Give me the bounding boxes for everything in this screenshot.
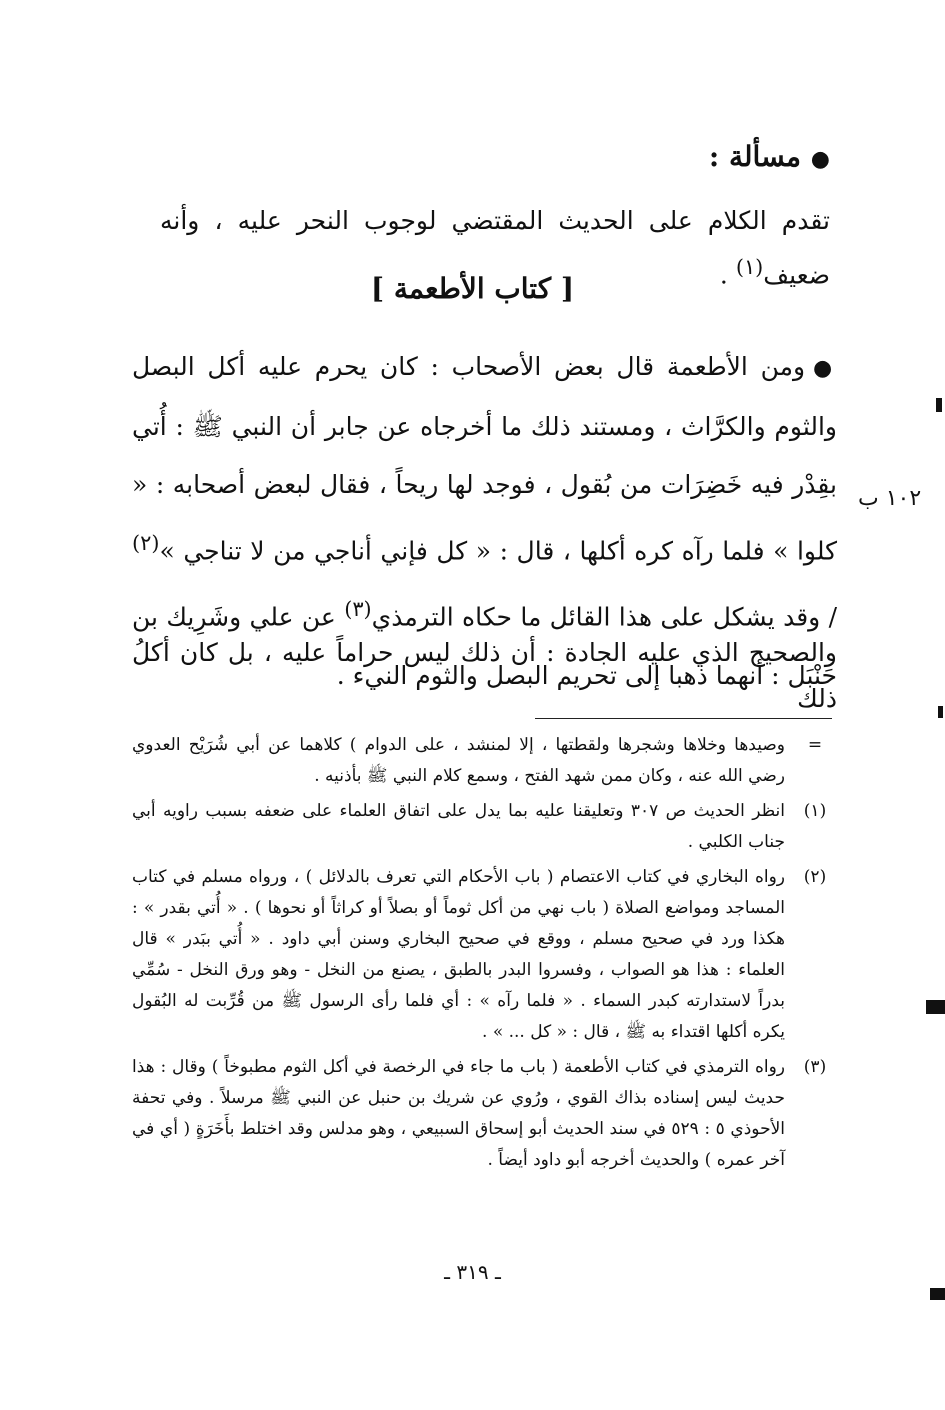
footnote-number: = xyxy=(807,735,823,755)
footnotes xyxy=(132,730,837,1180)
scan-edge-mark xyxy=(938,706,943,718)
bullet-icon: ● xyxy=(813,356,837,381)
footnote-text: رواه البخاري في كتاب الاعتصام ( باب الأحكام التي تعرف بالدلائل ) ، ورواه مسلم في كتاب المساجد ومواضع الصلاة ( باب نهي من أكل ثوماً أو بصلاً أو كراثاً أو نحوها ) . « أُتي بقدر » : هكذا ورد في صحيح مسلم ، ووقع في صحيح البخاري وسنن أبي داود . « أُتي ببَدر » قال العلماء : هذا هو الصواب ، وفسروا البدر بالطبق ، يصنع من النخل - وهو ورق النخل - سُمِّي بدراً لاستدارته كبدر السماء . « فلما رآه » : أي فلما رأى الرسول ﷺ من قُرِّبت له البُقول يكره أكلها اقتداء به ﷺ ، قال : « كل ... » . xyxy=(132,867,785,1042)
footnote-item xyxy=(132,862,837,1048)
main-text-part3: عن علي وشَرِيك بن حَنْبَل : أنهما ذهبا إلى تحريم البصل والثوم النيء . xyxy=(132,602,837,690)
scan-edge-mark xyxy=(936,398,942,412)
scan-edge-mark xyxy=(930,1288,945,1300)
footnote-number: (٣) xyxy=(803,1057,827,1077)
footnote-text: وصيدها وخلاها وشجرها ولقطتها ، إلا لمنشد ، على الدوام ) كلاهما عن أبي شُرَيْح العدوي رضي الله عنه ، وكان ممن شهد الفتح ، وسمع كلام النبي ﷺ بأذنيه . xyxy=(132,735,785,786)
footnote-ref-3: (٣) xyxy=(344,597,372,622)
footnote-ref-1: (١) xyxy=(735,255,764,279)
issue-heading xyxy=(709,140,830,173)
page-number: ـ ٣١٩ ـ xyxy=(444,1260,501,1284)
main-text-part1: ومن الأطعمة قال بعض الأصحاب : كان يحرم عليه أكل البصل والثوم والكرَّاث ، ومستند ذلك ما أخرجاه عن جابر أن النبي ﷺ : أُتي بقِدْر فيه خَضِرَات من بُقول ، فوجد لها ريحاً ، فقال لبعض أصحابه : « كلوا » فلما رآه كره أكلها ، قال : « كل فإني أناجي من لا تناجي » xyxy=(132,352,837,566)
footnote-text: رواه الترمذي في كتاب الأطعمة ( باب ما جاء في الرخصة في أكل الثوم مطبوخاً ) وقال : هذا حديث ليس إسناده بذاك القوي ، ورُوي عن شريك بن حنبل عن النبي ﷺ مرسلاً . وفي تحفة الأحوذي ٥ : ٥٢٩ في سند الحديث أبو إسحاق السبيعي ، وهو مدلس وقد اختلط بأَخَرَةٍ ( أي في آخر عمره ) والحديث أخرجه أبو داود أيضاً . xyxy=(132,1057,785,1170)
manuscript-folio-note: ١٠٢ ب xyxy=(858,486,922,511)
footnote-ref-2: (٢) xyxy=(132,531,160,555)
footnote-item xyxy=(132,730,837,792)
bullet-icon: ● xyxy=(810,146,830,172)
scan-edge-mark xyxy=(926,1000,945,1014)
intro-end: . xyxy=(719,260,736,290)
footnote-number: (١) xyxy=(803,801,827,821)
issue-heading-text: مسألة : xyxy=(708,140,802,173)
main-text-part2: / وقد يشكل على هذا القائل ما حكاه الترمذي xyxy=(371,602,837,632)
footnote-text: انظر الحديث ص ٣٠٧ وتعليقنا عليه بما يدل على اتفاق العلماء على ضعفه بسبب راويه أبي جناب الكلبي . xyxy=(132,801,785,852)
intro-text: تقدم الكلام على الحديث المقتضي لوجوب النحر عليه ، وأنه ضعيف xyxy=(160,206,830,290)
footnote-divider xyxy=(535,718,832,719)
section-title: [ كتاب الأطعمة ] xyxy=(370,272,575,305)
footnote-item xyxy=(132,796,837,858)
footnote-number: (٢) xyxy=(803,867,827,887)
second-paragraph: والصحيح الذي عليه الجادة : أن ذلك ليس حراماً عليه ، بل كان أكلُ ذلك xyxy=(132,638,837,713)
footnote-item xyxy=(132,1052,837,1176)
